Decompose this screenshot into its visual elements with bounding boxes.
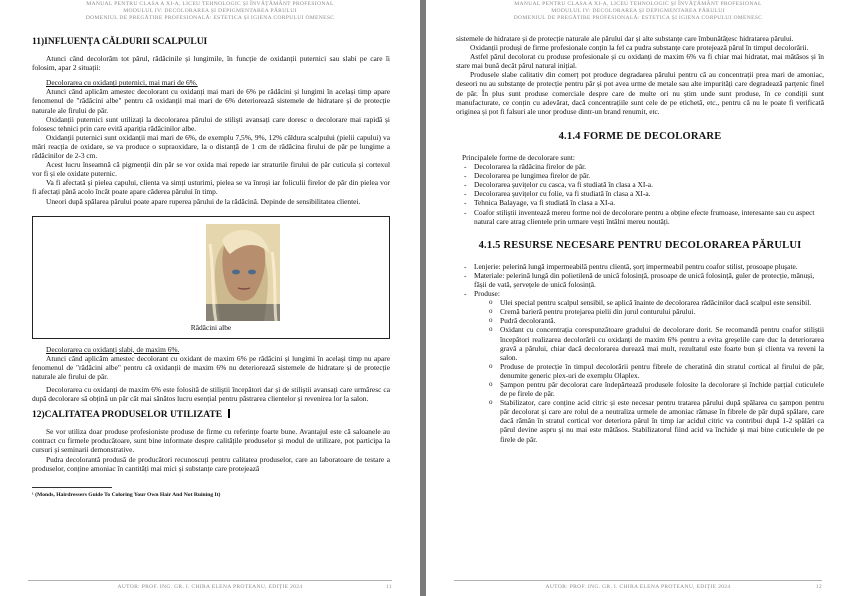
header-line-2: MODULUL IV: DECOLORAREA ȘI DEPIGMENTAREA PĂRULUI	[123, 8, 297, 14]
list-item: - Decolorarea șuvițelor cu casca, va fi studiată în clasa a XI-a.	[462, 180, 824, 189]
page-11	[0, 0, 420, 596]
list-item	[462, 289, 824, 444]
list-item: o Produse de protecție în timpul decolorării pentru fibrele de cheratină din stratul cortical al firului de păr, denumite generic plex-uri de exemplu Olaplex.	[488, 362, 824, 380]
resources-list	[462, 262, 824, 444]
list-item: - Coafor stiliștii inventează mereu forme noi de decolorare pentru a obține efecte frumoase, interesante sau cu aspect natural care atrag clientele prin urmare vești întâlni mereu noutăți.	[462, 208, 824, 226]
list-item: - Lenjerie: pelerină lungă impermeabilă pentru clientă, șorț impermeabil pentru coafor stilist, prosoape pluşate.	[462, 262, 824, 271]
paragraph: Uneori după spălarea părului poate apare ruperea părului de la rădăcină. Depinde de sensibilitatea clientei.	[46, 196, 361, 206]
page-number: 12	[815, 584, 822, 590]
subheading-weak-oxidants: Decolorarea cu oxidanți slabi, de maxim 6%.	[46, 344, 180, 354]
section-heading-forms: 4.1.4 FORME DE DECOLORARE	[558, 130, 722, 142]
forms-intro: Principalele forme de decolorare sunt:	[462, 152, 575, 162]
section-heading-quality: 12)CALITATEA PRODUSELOR UTILIZATE	[32, 409, 390, 420]
header-line-1: MANUAL PENTRU CLASA A XI-A, LICEU TEHNOLOGIC ȘI ÎNVĂȚĂMÂNT PROFESIONAL	[514, 1, 762, 7]
paragraph: Produsele slabe calitativ din comerț pot produce degradarea părului pentru că au concentrații prea mari de amoniac, deseori nu au substanțe de protecție pentru păr și pot avea urme de metale sau alte impurități care degradează parțenic finel de păr. În plus sunt produse comerciale despre care de multe ori nu știm unde sunt produse, în ce condiții sunt manufacturate, ce conțin cu adevărat, dacă concentrațiile sunt cele de pe etichetă, etc., pentru că nu le poate fi verificată originea și pot fi falsuri ale unor produse dintr-un brand renumit, etc.	[456, 70, 824, 116]
page-11-content	[32, 38, 390, 500]
section-heading-heat: 11)INFLUENȚA CĂLDURII SCALPULUI	[32, 37, 208, 47]
paragraph: Atunci când decolorăm tot părul, rădăcinile și lungimile, în funcție de oxidanții puternici sau slabi pe care îi folosim, apar 2 situații:	[32, 54, 390, 73]
list-item: o Oxidant cu concentrația corespunzătoare gradului de decolorare dorit. Se recomandă pentru coafor stiliștii începători realizarea decolorării cu oxidanți de maxim 6% pentru a evita greșelile care duc la deteriorarea gravă a părului, chiar dacă decolorarea durează mai mult, rezultatul este foarte bun și clienta va reveni la salon.	[488, 325, 824, 361]
list-item: o Șampon pentru păr decolorat care îndepărtează produsele folosite la decolorare și închide parțial cuticulele de pe firele de păr.	[488, 380, 824, 398]
header-line-2: MODULUL IV: DECOLORAREA ȘI DEPIGMENTAREA PĂRULUI	[551, 8, 725, 14]
list-item: - Materiale: pelerină lungă din polietilenă de unică folosință, prosoape de unică folosință, guler de protecție, mănuși, fâșii de vată, șervețele de unică folosință.	[462, 271, 824, 289]
header-line-1: MANUAL PENTRU CLASA A XI-A, LICEU TEHNOLOGIC ȘI ÎNVĂȚĂMÂNT PROFESIONAL	[86, 1, 334, 7]
list-item: o Ulei special pentru scalpul sensibil, se aplică înainte de decolorarea rădăcinilor dacă scalpul este sensibil.	[488, 298, 824, 307]
page-footer	[28, 580, 392, 590]
footnote: ¹ (Monds, Hairdressers Guide To Coloring Your Own Hair And Not Ruining It)	[32, 491, 221, 498]
header-line-3: DOMENIUL DE PREGĂTIRE PROFESIONALĂ: ESTETICA ȘI IGIENA CORPULUI OMENESC	[513, 15, 763, 21]
paragraph: Decolorarea cu oxidanți de maxim 6% este folosită de stiliștii începători dar și de stiliștii avansați care urmăresc ca după decolorare să obțină un păr cât mai sănătos lucru esențial pentru păstrarea clientelor și revenirea lor la salon.	[32, 384, 390, 404]
paragraph: Se vor utiliza doar produse profesioniste produse de firme cu referințe foarte bune. Avantajul este că saloanele au contract cu firmele producătoare, sunt bine informate despre calitățile produselor și modul de utilizare, pot participa la cursuri și seminarii demonstrative.	[32, 427, 390, 455]
subheading-strong-oxidants: Decolorarea cu oxidanți puternici, mai mari de 6%.	[46, 78, 198, 88]
page-number: 11	[386, 584, 392, 590]
list-item: - Decolorarea șuvițelor cu folie, va fi studiată în clasa a XI-a.	[462, 189, 824, 198]
paragraph: sistemele de hidratare și de protecție naturale ale părului dar și alte substanțe care îmbunătățesc hidratarea părului.	[456, 34, 794, 43]
page-12-content	[456, 34, 824, 444]
white-roots-photo	[206, 224, 280, 321]
text-cursor	[228, 409, 230, 418]
header-line-3: DOMENIUL DE PREGĂTIRE PROFESIONALĂ: ESTETICA ȘI IGIENA CORPULUI OMENESC	[85, 15, 335, 21]
products-list	[488, 298, 824, 444]
paragraph: Acest lucru înseamnă că pigmenții din păr se vor oxida mai repede iar straturile firului de păr cuticula și cortexul vor fi și ele oxidate puternic.	[32, 160, 390, 179]
page-12	[426, 0, 850, 596]
blonde-hair-photo-icon	[206, 224, 280, 321]
list-item: - Decolorarea pe lungimea firelor de păr.	[462, 171, 824, 180]
figure-box	[32, 216, 390, 339]
figure-caption: Rădăcini albe	[190, 322, 232, 332]
list-item: o Stabilizator, care conține acid citric și este necesar pentru tratarea părului după spălarea cu șampon pentru păr decolorat și care are rolul de a neutraliza urmele de amoniac rămase în fibrele de păr după spălare, care dacă rămân în stratul cortical vor deteriora părul în timp iar acidul citric va contribui după 1-2 spălări ca părul devine aspru și nu mai este mătăsos. Stabilizatorul fiind acid va închide și mai bine cuticulele de pe firele de păr.	[488, 398, 824, 443]
paragraph: Oxidanții puternici sunt utilizați la decolorarea părului de stiliști avansați care doresc o decolorare mai rapidă și folosesc tehnici prin care evită apariția rădăcinilor albe.	[32, 114, 390, 133]
page-footer	[454, 580, 822, 590]
products-label: Produse:	[474, 289, 500, 299]
list-item: o Cremă barieră pentru protejarea pielii din jurul conturului părului.	[488, 307, 824, 316]
section-heading-resources: 4.1.5 RESURSE NECESARE PENTRU DECOLORAREA PĂRULUI	[478, 239, 802, 251]
paragraph: Astfel părul decolorat cu produse profesionale și cu oxidanți de maxim 6% va fi chiar mai hidratat, mai mătăsos și în stare mai bună decât părul natural inițial.	[456, 52, 824, 71]
paragraph: Oxidanții puternici sunt oxidanții mai mari de 6%, de exemplu 7,5%, 9%, 12% căldura scalpului (pielii capului) va mări reacția de oxidare, se va produce o supraoxidare, la o distanță de 1 cm de rădăcina firului de păr pe lungime a rădăcinilor de 2-3 cm.	[32, 132, 390, 161]
footer-author: AUTOR: PROF. ING. GR. I. CHIRA ELENA PROTEANU, EDIȚIE 2024	[117, 584, 303, 590]
paragraph: Atunci când aplicăm amestec decolorant cu oxidant de maxim 6% pe rădăcini și lungimi în același timp nu apare fenomenul de "rădăcini albe" pentru că oxidanții de maxim 6% nu deteriorează sistemele de hidratare și de protecție naturale ale firului de păr.	[32, 353, 390, 381]
paragraph: Atunci când aplicăm amestec decolorant cu oxidanți mai mari de 6% pe rădăcini și lungimi în același timp apare fenomenul de "rădăcini albe" pentru că oxidanții mai mari de 6% deteriorează sistemele de hidratare și de protecție naturale ale firului de păr.	[32, 87, 390, 115]
paragraph: Pudra decolorantă produsă de producători recunoscuți pentru calitatea produselor, care au laboratoare de testare a produselor, conține amoniac în cantități mai mici și substanțe care protejează	[32, 454, 390, 473]
paragraph: Va fi afectată și pielea capului, clienta va simți usturimi, pielea se va înroși iar foliculii firelor de păr din pielea vor fi afectați până acolo încât poate apare căderea părului în timp.	[32, 178, 390, 197]
list-item: o Pudră decolorantă.	[488, 316, 824, 325]
list-item: - Decolorarea la rădăcina firelor de păr.	[462, 162, 824, 171]
page-header	[0, 0, 420, 22]
list-item: - Tehnica Balayage, va fi studiată în clasa a XI-a.	[462, 198, 824, 207]
paragraph: Oxidanții produși de firme profesionale conțin la fel ca pudra substanțe care protejează părul în timpul decolorării.	[470, 43, 809, 53]
page-header	[426, 0, 850, 22]
footer-author: AUTOR: PROF. ING. GR. I. CHIRA ELENA PROTEANU, EDIȚIE 2024	[545, 584, 731, 590]
footnote-divider	[32, 487, 112, 488]
forms-list	[462, 162, 824, 226]
